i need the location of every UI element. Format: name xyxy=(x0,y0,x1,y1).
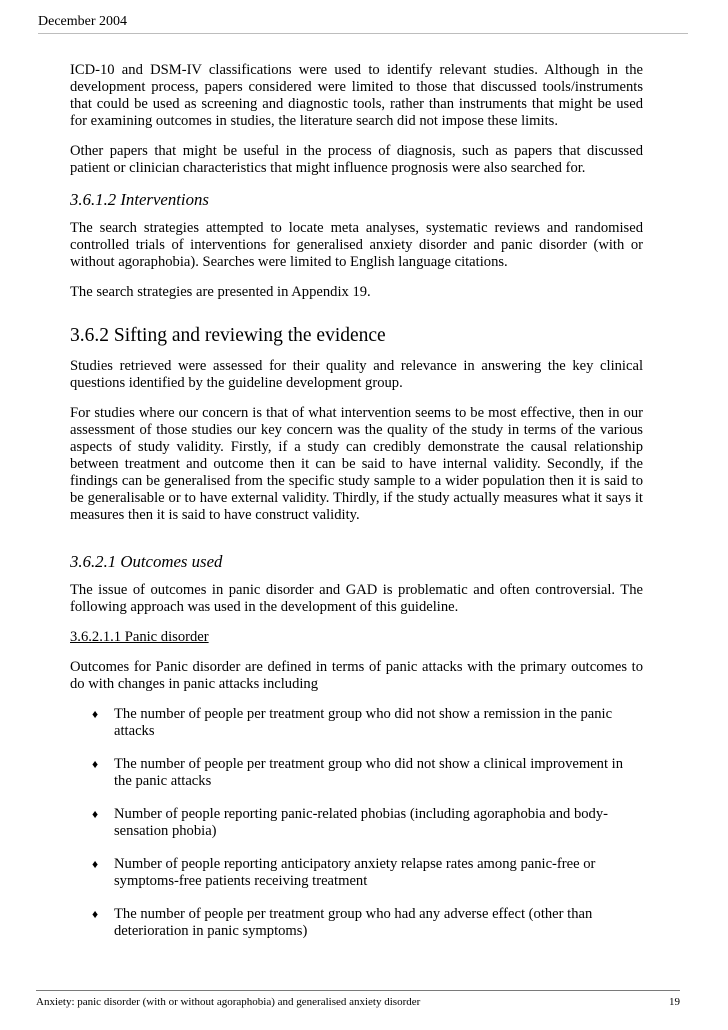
list-item: ♦ Number of people reporting panic-related phobias (including agoraphobia and body-sensation phobia) xyxy=(92,806,608,839)
list-item: ♦ The number of people per treatment group who did not show a remission in the panic attacks xyxy=(92,706,613,739)
paragraph-outcomes-issue: The issue of outcomes in panic disorder and GAD is problematic and often controversial. The following approach was used in the development of this guideline. xyxy=(70,582,643,615)
page-footer xyxy=(36,990,680,1009)
heading-sifting-reviewing: 3.6.2 Sifting and reviewing the evidence xyxy=(70,325,386,346)
paragraph-search-strategies: The search strategies attempted to locate meta analyses, systematic reviews and randomised controlled trials of interventions for generalised anxiety disorder and panic disorder (with or without agoraphobia). Searches were limited to English language citations. xyxy=(70,220,643,270)
paragraph-panic-outcomes: Outcomes for Panic disorder are defined in terms of panic attacks with the primary outcomes to do with changes in panic attacks including xyxy=(70,659,643,692)
outcome-bullet-list xyxy=(70,706,643,940)
list-item: ♦ Number of people reporting anticipatory anxiety relapse rates among panic-free or symptoms-free patients receiving treatment xyxy=(92,856,596,889)
diamond-bullet-icon: ♦ xyxy=(92,857,99,871)
diamond-bullet-icon: ♦ xyxy=(92,907,99,921)
paragraph-appendix-reference: The search strategies are presented in Appendix 19. xyxy=(70,284,371,300)
heading-panic-disorder: 3.6.2.1.1 Panic disorder xyxy=(70,629,209,645)
paragraph-classifications: ICD-10 and DSM-IV classifications were used to identify relevant studies. Although in the development process, papers considered were limited to those that discussed tools/instruments that could be used as screening and diagnostic tools, rather than instruments that might be used for examining outcomes in studies, the literature search did not impose these limits. xyxy=(70,62,643,129)
heading-outcomes-used: 3.6.2.1 Outcomes used xyxy=(70,552,223,571)
header-date: December 2004 xyxy=(38,14,128,29)
paragraph-diagnosis-papers: Other papers that might be useful in the process of diagnosis, such as papers that discussed patient or clinician characteristics that might influence prognosis were also searched for. xyxy=(70,143,643,176)
page-number: 19 xyxy=(669,996,680,1008)
paragraph-studies-assessed: Studies retrieved were assessed for their quality and relevance in answering the key clinical questions identified by the guideline development group. xyxy=(70,358,643,391)
list-item: ♦ The number of people per treatment group who had any adverse effect (other than deterioration in panic symptoms) xyxy=(92,906,593,939)
heading-interventions: 3.6.1.2 Interventions xyxy=(70,190,209,209)
diamond-bullet-icon: ♦ xyxy=(92,757,99,771)
paragraph-study-validity: For studies where our concern is that of what intervention seems to be most effective, then in our assessment of those studies our key concern was the quality of the study in terms of the various aspects of study validity. Firstly, if a study can credibly demonstrate the causal relationship between treatment and outcome then it can be said to have internal validity. Secondly, if the findings can be generalised from the specific study sample to a wider population then it is said to be generalisable or to have external validity. Thirdly, if the study actually measures what it says it measures then it is said to have construct validity. xyxy=(70,405,643,523)
document-body xyxy=(70,62,643,956)
diamond-bullet-icon: ♦ xyxy=(92,707,99,721)
list-item: ♦ The number of people per treatment group who did not show a clinical improvement in the panic attacks xyxy=(92,756,624,789)
page-header xyxy=(38,13,688,34)
diamond-bullet-icon: ♦ xyxy=(92,807,99,821)
footer-document-title: Anxiety: panic disorder (with or without agoraphobia) and generalised anxiety disorder xyxy=(36,996,421,1008)
